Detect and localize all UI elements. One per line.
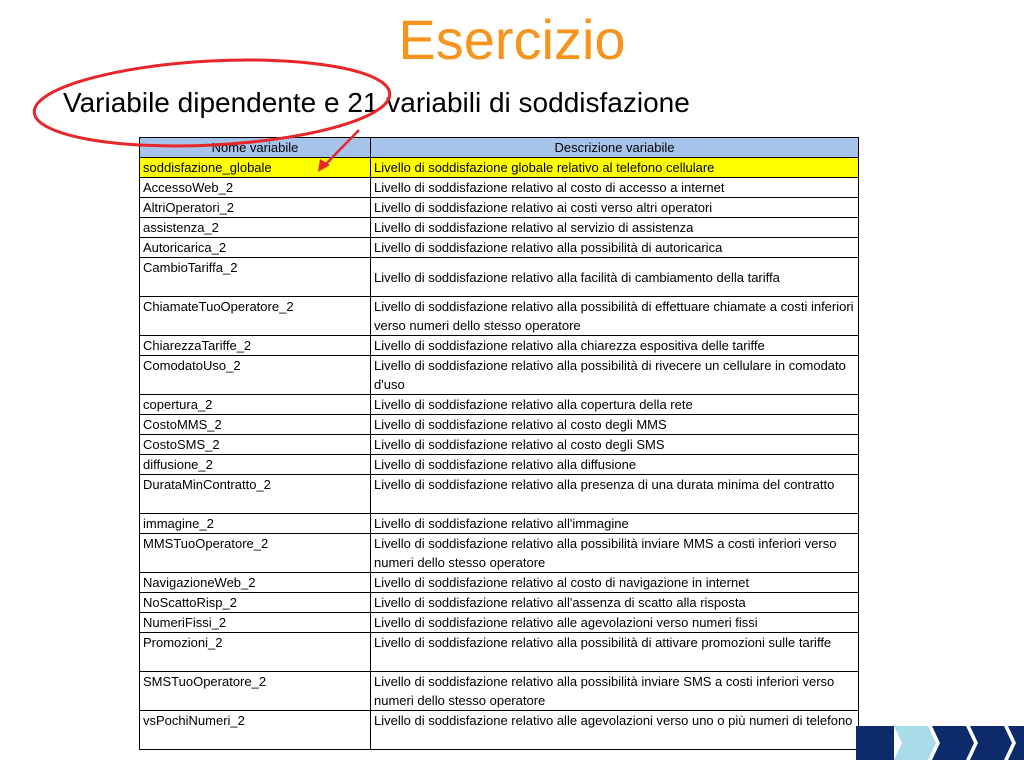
table-row — [140, 356, 859, 395]
variable-name-cell: NavigazioneWeb_2 — [140, 573, 371, 593]
variable-description-cell: Livello di soddisfazione relativo alla chiarezza espositiva delle tariffe — [371, 336, 859, 356]
variable-description-cell: Livello di soddisfazione relativo al costo degli MMS — [371, 415, 859, 435]
table-body — [140, 158, 859, 750]
variable-name-cell: CostoSMS_2 — [140, 435, 371, 455]
variables-table — [139, 137, 859, 750]
table-row — [140, 475, 859, 514]
variable-description-cell: Livello di soddisfazione relativo alla copertura della rete — [371, 395, 859, 415]
variable-description-cell: Livello di soddisfazione relativo alla possibilità di rivecere un cellulare in comodato d'uso — [371, 356, 859, 395]
variable-name-cell: immagine_2 — [140, 514, 371, 534]
table-row — [140, 534, 859, 573]
variable-description-cell: Livello di soddisfazione relativo al costo di accesso a internet — [371, 178, 859, 198]
variable-name-cell: AccessoWeb_2 — [140, 178, 371, 198]
variable-name-cell: NoScattoRisp_2 — [140, 593, 371, 613]
deco-chevron-4 — [970, 726, 1012, 760]
variable-name-cell: assistenza_2 — [140, 218, 371, 238]
variable-description-cell: Livello di soddisfazione relativo alla possibilità di autoricarica — [371, 238, 859, 258]
variable-name-cell: AltriOperatori_2 — [140, 198, 371, 218]
table-row — [140, 514, 859, 534]
header-nome-variabile: Nome variabile — [140, 138, 371, 158]
variable-description-cell: Livello di soddisfazione relativo al servizio di assistenza — [371, 218, 859, 238]
table-row — [140, 593, 859, 613]
slide-subtitle: Variabile dipendente e 21 variabili di soddisfazione — [63, 87, 690, 118]
variable-name-cell: vsPochiNumeri_2 — [140, 711, 371, 750]
table-row — [140, 336, 859, 356]
deco-chevron-1 — [856, 726, 894, 760]
variable-name-cell: diffusione_2 — [140, 455, 371, 475]
variable-description-cell: Livello di soddisfazione relativo alla possibilità di attivare promozioni sulle tariffe — [371, 633, 859, 672]
header-descrizione-variabile: Descrizione variabile — [371, 138, 859, 158]
table-row — [140, 415, 859, 435]
variable-name-cell: MMSTuoOperatore_2 — [140, 534, 371, 573]
deco-chevron-2 — [894, 726, 936, 760]
variable-description-cell: Livello di soddisfazione globale relativo al telefono cellulare — [371, 158, 859, 178]
variable-description-cell: Livello di soddisfazione relativo all'assenza di scatto alla risposta — [371, 593, 859, 613]
variable-name-cell: ComodatoUso_2 — [140, 356, 371, 395]
table-row — [140, 238, 859, 258]
corner-decoration — [856, 726, 1024, 760]
variable-name-cell: soddisfazione_globale — [140, 158, 371, 178]
deco-chevron-3 — [932, 726, 974, 760]
table-row — [140, 435, 859, 455]
variable-description-cell: Livello di soddisfazione relativo alle agevolazioni verso uno o più numeri di telefono — [371, 711, 859, 750]
table-row — [140, 395, 859, 415]
variable-name-cell: ChiamateTuoOperatore_2 — [140, 297, 371, 336]
variable-description-cell: Livello di soddisfazione relativo al costo degli SMS — [371, 435, 859, 455]
variable-name-cell: DurataMinContratto_2 — [140, 475, 371, 514]
variable-name-cell: CostoMMS_2 — [140, 415, 371, 435]
variable-description-cell: Livello di soddisfazione relativo ai costi verso altri operatori — [371, 198, 859, 218]
variable-name-cell: SMSTuoOperatore_2 — [140, 672, 371, 711]
table-row — [140, 455, 859, 475]
variable-description-cell: Livello di soddisfazione relativo al costo di navigazione in internet — [371, 573, 859, 593]
table-row — [140, 672, 859, 711]
slide-title: Esercizio — [398, 8, 626, 71]
table-row — [140, 297, 859, 336]
table-row — [140, 178, 859, 198]
table-row — [140, 711, 859, 750]
variable-description-cell: Livello di soddisfazione relativo alle agevolazioni verso numeri fissi — [371, 613, 859, 633]
variable-description-cell: Livello di soddisfazione relativo alla facilità di cambiamento della tariffa — [371, 258, 859, 297]
variable-name-cell: copertura_2 — [140, 395, 371, 415]
table-row — [140, 198, 859, 218]
variable-description-cell: Livello di soddisfazione relativo alla presenza di una durata minima del contratto — [371, 475, 859, 514]
table-row — [140, 573, 859, 593]
table-header-row — [140, 138, 859, 158]
table-row — [140, 218, 859, 238]
table-row — [140, 258, 859, 297]
table-row — [140, 613, 859, 633]
variable-description-cell: Livello di soddisfazione relativo alla possibilità inviare SMS a costi inferiori verso numeri dello stesso operatore — [371, 672, 859, 711]
table-row — [140, 633, 859, 672]
table-row — [140, 158, 859, 178]
variable-name-cell: NumeriFissi_2 — [140, 613, 371, 633]
variable-name-cell: Autoricarica_2 — [140, 238, 371, 258]
variable-description-cell: Livello di soddisfazione relativo all'immagine — [371, 514, 859, 534]
variable-description-cell: Livello di soddisfazione relativo alla possibilità di effettuare chiamate a costi inferiori verso numeri dello stesso operatore — [371, 297, 859, 336]
variable-name-cell: CambioTariffa_2 — [140, 258, 371, 297]
variable-description-cell: Livello di soddisfazione relativo alla possibilità inviare MMS a costi inferiori verso numeri dello stesso operatore — [371, 534, 859, 573]
variable-description-cell: Livello di soddisfazione relativo alla diffusione — [371, 455, 859, 475]
variable-name-cell: ChiarezzaTariffe_2 — [140, 336, 371, 356]
variable-name-cell: Promozioni_2 — [140, 633, 371, 672]
